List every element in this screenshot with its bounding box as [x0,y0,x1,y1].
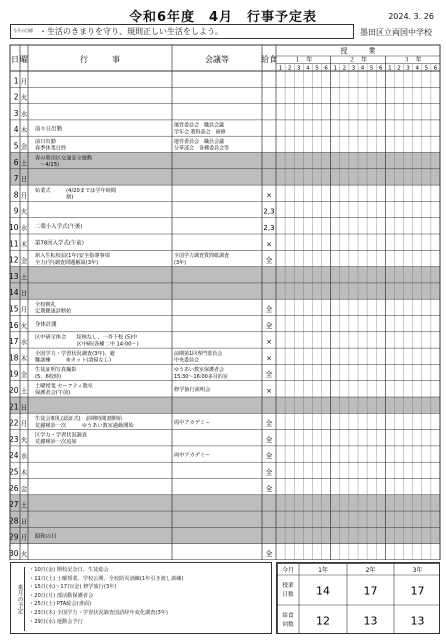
day-number: 29 [8,532,19,542]
day-weekday: 金 [20,484,28,493]
meeting-text: ゆうあい教室保護者会 [174,367,225,374]
header-lunch: 給食 [261,55,277,64]
header-weekday: 曜 [20,55,28,64]
event-text: 保護者会(午前) [35,390,71,397]
day-weekday: 月 [20,305,28,314]
summary-grade: 3年 [412,567,423,574]
meeting-text: 前期第1回専門委員会 [174,350,223,357]
day-number: 8 [13,190,19,200]
event-text: (5、6校時) [35,373,62,380]
day-number: 3 [13,108,19,118]
event-text: 春の墨田区交通安全運動 [35,155,93,162]
lunch-mark: × [266,354,272,363]
day-weekday: 火 [20,435,28,444]
event-text: 区中研(各種二中 14:00〜) [35,341,139,348]
event-text: 生徒会朝礼(認証式) 前期時間割開始 [35,416,123,423]
header-meetings: 会議等 [205,55,229,64]
event-text: 全校朝礼 [35,302,56,308]
summary-value: 12 [316,614,330,628]
day-weekday: 月 [20,77,28,86]
day-number: 23 [8,434,19,444]
day-number: 10 [8,223,19,232]
day-weekday: 日 [20,517,28,526]
header-day: 日 [11,55,19,64]
header-period: 3 [406,65,410,72]
day-number: 20 [8,386,19,395]
header-events: 行 事 [80,55,120,64]
event-text: 始業式 (4/20までは学年時間 [35,187,117,194]
event-text: 区学力・学習状況調査 [35,432,87,439]
next-month-box [10,562,272,634]
meeting-text: 運営委員会 職員会議 [174,122,225,129]
day-weekday: 土 [20,387,28,395]
day-number: 5 [13,141,19,151]
summary-grade: 1年 [318,567,328,574]
day-number: 9 [13,206,19,216]
event-text: 割) [35,194,74,201]
day-weekday: 木 [20,468,28,477]
event-text: 定期健康診断始 [35,308,72,315]
shaded-row-bg [10,495,440,511]
header-period: 1 [388,65,392,72]
meeting-text: 中央委員会 [174,357,200,364]
event-text: 全国学力・学習状況調査(3年)、避 [35,350,115,357]
event-text: 前々日出勤 [35,126,62,133]
event-text: 全力(学)調査問題解説(3年) [35,259,99,266]
lunch-mark: 全 [265,419,273,428]
event-text: 昭和の日 [35,533,57,540]
header-period: 4 [306,65,310,72]
event-text: 新入生転校届(1年)安全指導事項 [35,253,110,260]
event-text: 難訓練 ⑥カット(清掃なし) [35,357,112,364]
day-weekday: 火 [20,321,28,330]
goal-label: 今月の目標 [13,28,33,33]
header-period: 5 [424,65,429,72]
header-classes: 授 業 [340,47,376,55]
header-period: 6 [324,65,328,72]
day-number: 17 [8,337,19,347]
header-grade: ３ 年 [403,56,422,64]
shaded-row-bg [10,283,440,299]
day-weekday: 水 [20,338,28,347]
event-text: 前日出勤 [35,139,56,145]
day-weekday: 木 [20,240,28,249]
day-number: 6 [13,157,19,167]
next-month-item: ・29日(水) 運動会予行 [29,618,83,625]
event-text: 二葉小入学式(午後) [35,224,83,231]
event-text: 〜4/15) [35,162,60,168]
event-text: 荒鐘検診一次 ゆうあい教室過級開始 [35,422,134,429]
header-period: 2 [397,65,401,72]
summary-value: 13 [363,614,378,628]
meeting-text: 修学旅行説明会 [174,387,211,394]
day-number: 18 [8,353,19,363]
header-period: 6 [379,65,383,72]
day-number: 22 [8,418,19,428]
shaded-row-bg [10,397,440,413]
lunch-mark: 全 [265,256,273,265]
lunch-mark: 全 [265,550,273,558]
lunch-mark: 2,3 [263,224,275,232]
day-number: 13 [8,271,19,281]
next-month-item: ・15日(水)〜17日(金) 修学旅行(3年) [29,584,117,591]
day-number: 7 [13,174,19,184]
day-number: 19 [8,369,19,379]
summary-grade: 2年 [365,567,376,574]
next-month-label: 来月の予定 [12,567,25,631]
shaded-row-bg [10,511,440,527]
issue-date: 2024. 3. 26 [388,12,434,21]
day-number: 21 [8,402,19,412]
meeting-text: (3年) [174,259,187,266]
header-period: 4 [360,65,365,72]
day-number: 1 [13,76,19,86]
day-number: 15 [8,304,19,314]
day-weekday: 火 [20,550,28,558]
event-text: 土曜授業 セーフティ教室 [35,383,93,390]
day-number: 14 [8,288,19,298]
shaded-row-bg [10,527,440,543]
summary-value: 13 [410,614,425,628]
summary-table [276,562,440,634]
header-grade: ２ 年 [348,56,368,64]
summary-corner: 今月 [281,567,295,574]
next-month-item: ・23日(木) 全国学力・学習状況調査国語経年変化調査(3年) [29,609,168,616]
day-weekday: 月 [20,533,28,542]
day-number: 2 [13,92,19,102]
summary-row-label: 日数 [282,592,294,598]
day-weekday: 月 [20,191,28,200]
day-weekday: 水 [20,452,28,461]
summary-row-label: 給食 [282,613,294,619]
day-weekday: 月 [20,419,28,428]
day-number: 11 [8,239,19,249]
day-number: 28 [8,516,19,526]
lunch-mark: 全 [265,484,273,493]
lunch-mark: 全 [265,370,273,379]
lunch-mark: 全 [265,305,273,314]
day-weekday: 日 [20,175,28,184]
day-weekday: 火 [20,207,28,216]
lunch-mark: × [266,387,272,395]
header-period: 3 [351,65,356,72]
header-period: 1 [278,65,283,72]
day-number: 27 [8,500,19,510]
day-number: 30 [8,549,19,558]
summary-row-label: 回数 [282,622,294,628]
day-weekday: 金 [20,256,28,265]
day-weekday: 日 [20,403,28,412]
next-month-item: ・20日(月) 部活動保護者会 [29,592,94,599]
day-weekday: 水 [20,224,28,232]
event-text: 区中研全体会 結核なし、一斉下校 (5)中 [35,334,138,341]
goal-text: ・生活のきまりを守り、規則正しい生活をしよう。 [39,27,223,36]
meeting-text: 15:30〜16:00多目的室 [174,373,228,380]
meeting-text: 分掌部会 各種委員会等 [174,145,230,152]
day-weekday: 土 [20,272,28,281]
event-text: 生徒証明写真撮影 [35,367,77,374]
header-period: 4 [415,65,419,72]
lunch-mark: 全 [265,321,273,330]
header-period: 5 [315,65,319,72]
day-number: 12 [8,255,19,265]
header-period: 2 [287,65,292,72]
day-number: 24 [8,451,19,461]
header-period: 2 [342,65,347,72]
lunch-mark: × [266,240,272,249]
lunch-mark: 全 [265,435,273,444]
event-text: 荒鐘検診一次追加 [35,439,77,446]
day-number: 4 [13,125,19,135]
table-border [10,45,440,560]
day-weekday: 水 [20,109,28,118]
summary-value: 17 [410,584,425,598]
event-text: 春季休業日終 [35,145,67,152]
header-period: 3 [297,65,301,72]
meeting-text: 両中アカデミー [174,419,211,426]
next-month-item: ・10日(金) 開校記念日、生徒総会 [29,567,109,573]
event-text: 身体計測 [35,322,57,328]
day-weekday: 日 [20,289,28,298]
next-month-item: ・25日(土) PTA総会(書面) [29,601,92,608]
lunch-mark: × [266,191,272,200]
meeting-text: 学年会 教科部会 研修 [174,129,226,136]
meeting-text: 全国学力調査質問紙調査 [174,253,230,260]
header-grade: １ 年 [294,56,313,64]
lunch-mark: 全 [265,468,273,477]
event-text: 第78回入学式(午前) [35,240,84,247]
day-weekday: 土 [20,501,28,510]
school-name: 墨田区立両国中学校 [360,28,432,37]
header-period: 6 [433,65,438,72]
lunch-mark: 全 [265,452,273,461]
header-period: 5 [369,65,374,72]
day-weekday: 木 [20,126,28,135]
day-number: 16 [8,320,19,330]
next-month-list [29,566,184,626]
day-weekday: 土 [20,158,28,167]
header-period: 1 [333,65,337,72]
summary-value: 14 [316,584,330,598]
lunch-mark: 2,3 [263,207,275,216]
day-weekday: 金 [20,370,28,379]
meeting-text: 両中アカデミー [174,452,211,459]
lunch-mark: × [266,338,272,347]
next-month-item: ・11日(土) 土曜授業、学校公開、全校防災訓練(1年引き渡し訓練) [29,575,184,582]
day-number: 26 [8,483,19,493]
page-title: 令和6年度 4月 行事予定表 [128,10,318,25]
meeting-text: 運営委員会 職員会議 [174,139,225,145]
day-number: 25 [8,467,19,477]
summary-row-label: 授業 [282,583,294,589]
day-weekday: 金 [20,142,28,151]
shaded-row-bg [10,169,440,185]
day-weekday: 火 [20,93,28,102]
shaded-row-bg [10,267,440,283]
day-weekday: 木 [20,354,28,363]
summary-value: 17 [363,584,378,598]
